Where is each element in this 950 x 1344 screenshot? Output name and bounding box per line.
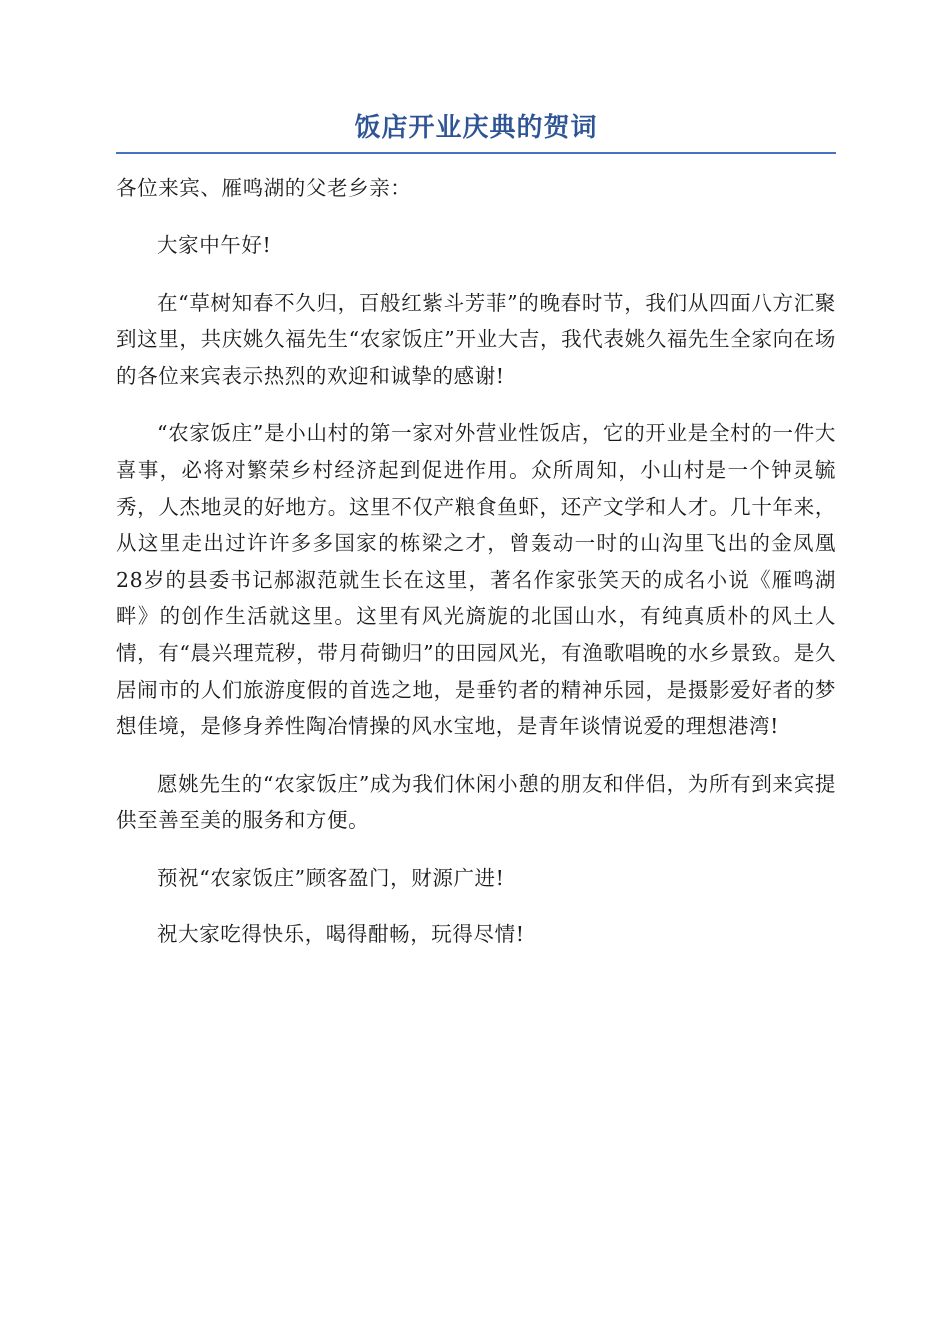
paragraph-prosperity: 预祝“农家饭庄”顾客盈门，财源广进!: [157, 865, 505, 890]
paragraph-village-intro: “农家饭庄”是小山村的第一家对外营业性饭店，它的开业是全村的一件大喜事，必将对繁荣乡村经济起到促进作用。众所周知，小山村是一个钟灵毓秀，人杰地灵的好地方。这里不仅产粮食鱼虾，还产文学和人才。几十年来，从这里走出过许许多多国家的栋梁之才，曾轰动一时的山沟里飞出的金凤凰28岁的县委书记郝淑范就生长在这里，著名作家张笑天的成名小说《雁鸣湖畔》的创作生活就这里。这里有风光旖旎的北国山水，有纯真质朴的风土人情，有“晨兴理荒秽，带月荷锄归”的田园风光，有渔歌唱晚的水乡景致。是久居闹市的人们旅游度假的首选之地，是垂钓者的精神乐园，是摄影爱好者的梦想佳境，是修身养性陶冶情操的风水宝地，是青年谈情说爱的理想港湾!: [116, 421, 836, 739]
paragraph-welcome: 在“草树知春不久归，百般红紫斗芳菲”的晚春时节，我们从四面八方汇聚到这里，共庆姚久福先生“农家饭庄”开业大吉，我代表姚久福先生全家向在场的各位来宾表示热烈的欢迎和诚挚的感谢!: [116, 290, 836, 388]
paragraph-wish: 愿姚先生的“农家饭庄”成为我们休闲小憩的朋友和伴侣，为所有到来宾提供至善至美的服务和方便。: [116, 771, 836, 833]
paragraph-closing: 祝大家吃得快乐，喝得酣畅，玩得尽情!: [157, 921, 525, 946]
title-underline: [116, 152, 836, 154]
document-title: 饭店开业庆典的贺词: [354, 113, 598, 143]
paragraph-greeting: 大家中午好!: [157, 233, 272, 257]
document-page: [116, 108, 836, 973]
salutation: 各位来宾、雁鸣湖的父老乡亲：: [116, 176, 412, 200]
